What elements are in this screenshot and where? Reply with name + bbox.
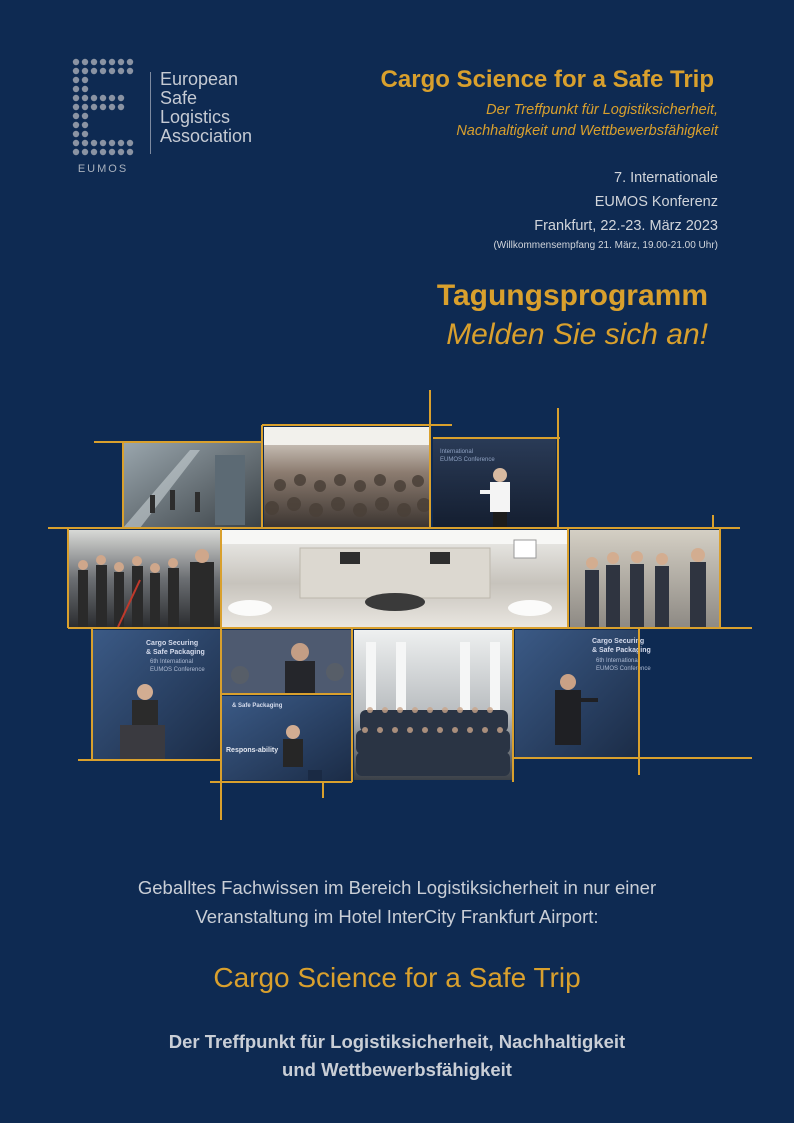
logo-line: Safe [160, 88, 198, 108]
header-title: Cargo Science for a Safe Trip [380, 66, 714, 93]
register-call-to-action[interactable]: Melden Sie sich an! [446, 318, 708, 351]
banner-text: Cargo Securing [592, 638, 645, 645]
photo-standing-crowd [68, 530, 221, 627]
photo-stairs-hall [123, 442, 261, 528]
banner-text: & Safe Packaging [232, 703, 283, 709]
banner-text: EUMOS Conference [596, 666, 651, 672]
intro-line: Veranstaltung im Hotel InterCity Frankfurt Airport: [195, 906, 599, 927]
photo-collage [0, 380, 794, 840]
photo-audience-seated [264, 427, 431, 528]
banner-text: Cargo Securing [146, 640, 199, 647]
photo-speaker-podium [92, 630, 220, 760]
conference-edition: 7. Internationale [614, 170, 718, 186]
footer-subtitle-line: und Wettbewerbsfähigkeit [282, 1059, 512, 1080]
logo-line: European [160, 69, 239, 89]
conference-date: Frankfurt, 22.-23. März 2023 [534, 218, 718, 234]
logo-line: Logistics [160, 107, 231, 127]
header-subtitle [456, 100, 718, 142]
banner-text: Respons-ability [226, 747, 279, 754]
photo-speaker-stage [433, 438, 556, 528]
footer-title: Cargo Science for a Safe Trip [213, 962, 581, 993]
logo-divider [150, 72, 151, 154]
photo-speaker-podium-2 [222, 696, 351, 780]
banner-text: & Safe Packaging [592, 647, 651, 654]
photo-group-columns [354, 630, 512, 780]
logo-acronym: EUMOS [77, 163, 129, 175]
header-subtitle-line: Der Treffpunkt für Logistiksicherheit, [486, 102, 718, 118]
intro-text [40, 873, 754, 931]
program-title: Tagungsprogramm [436, 279, 708, 312]
footer-subtitle-line: Der Treffpunkt für Logistiksicherheit, Nachhaltigkeit [168, 1031, 626, 1052]
footer-subtitle [40, 1028, 754, 1084]
banner-text: & Safe Packaging [146, 649, 205, 656]
conference-info [493, 166, 718, 254]
header-subtitle-line: Nachhaltigkeit und Wettbewerbsfähigkeit [456, 123, 718, 139]
banner-text: 6th International [596, 658, 640, 664]
banner-text: International [440, 449, 474, 455]
intro-line: Geballtes Fachwissen im Bereich Logistiksicherheit in nur einer [137, 877, 657, 898]
logo-line: Association [160, 126, 253, 146]
logo-org-name [160, 70, 252, 146]
banner-text: EUMOS Conference [150, 667, 205, 673]
banner-text: EUMOS Conference [440, 457, 495, 463]
photo-award-group [570, 530, 720, 627]
photo-speaker-microphone [222, 630, 351, 693]
conference-reception: (Willkommensempfang 21. März, 19.00-21.00 Uhr) [493, 240, 718, 251]
banner-text: 6th International [150, 659, 194, 665]
conference-name: EUMOS Konferenz [594, 194, 718, 210]
photo-speaker-podium-3 [515, 630, 651, 757]
eumos-logo-icon [72, 58, 134, 158]
photo-empty-ballroom [222, 530, 568, 627]
